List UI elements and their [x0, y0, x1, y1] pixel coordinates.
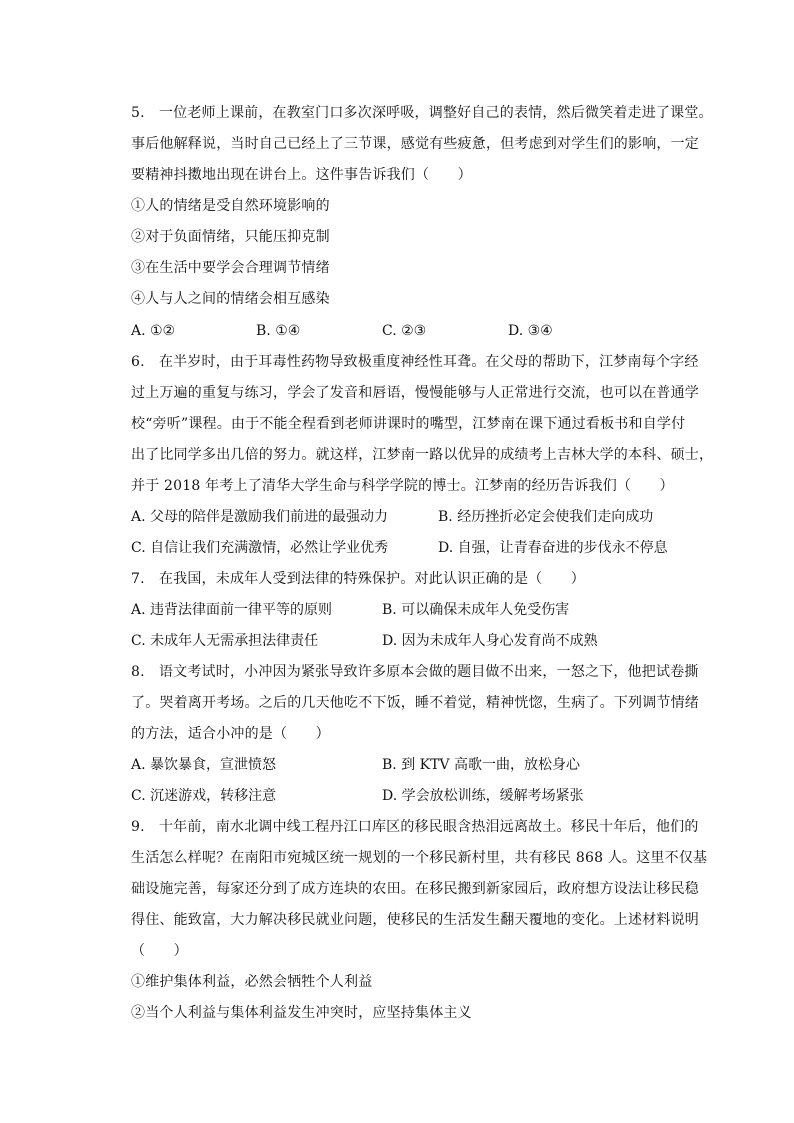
q8-option-a: A. 暴饮暴食，宣泄愤怒 [131, 757, 277, 773]
q5-line-3: 要精神抖擞地出现在讲台上。这件事告诉我们（ ） [131, 167, 472, 183]
q9-line-3: 础设施完善，每家还分到了成方连块的农田。在移民搬到新家园后，政府想方设法让移民稳 [131, 881, 699, 897]
q6-line-4: 出了比同学多出几倍的努力。就这样，江梦南一路以优异的成绩考上吉林大学的本科、硕士， [131, 447, 714, 463]
q7-option-c: C. 未成年人无需承担法律责任 [131, 633, 319, 649]
q6-line-1: 6. 在半岁时，由于耳毒性药物导致极重度神经性耳聋。在父母的帮助下，江梦南每个字经 [131, 354, 699, 370]
q6-option-d: D. 自强，让青春奋进的步伐永不停息 [438, 540, 668, 556]
q5-option-b: B. ①④ [256, 323, 301, 339]
q8-line-3: 的方法，适合小冲的是（ ） [131, 726, 330, 742]
q5-statement-4: ④人与人之间的情绪会相互感染 [131, 291, 330, 307]
q5-line-2: 事后他解释说，当时自己已经上了三节课，感觉有些疲惫，但考虑到对学生们的影响，一定 [131, 136, 699, 152]
q5-statement-2: ②对于负面情绪，只能压抑克制 [131, 229, 330, 245]
q9-statement-2: ②当个人利益与集体利益发生冲突时，应坚持集体主义 [131, 1005, 472, 1021]
q9-line-2: 生活怎么样呢？在南阳市宛城区统一规划的一个移民新村里，共有移民 868 人。这里不仅基 [131, 850, 708, 866]
q5-option-d: D. ③④ [508, 323, 553, 339]
q8-line-2: 了。哭着离开考场。之后的几天他吃不下饭，睡不着觉，精神恍惚，生病了。下列调节情绪 [131, 695, 699, 711]
q6-line-5: 并于 2018 年考上了清华大学生命与科学学院的博士。江梦南的经历告诉我们（ ） [131, 478, 674, 494]
q6-option-a: A. 父母的陪伴是激励我们前进的最强动力 [131, 509, 389, 525]
q5-option-c: C. ②③ [382, 323, 427, 339]
q8-option-c: C. 沉迷游戏，转移注意 [131, 788, 277, 804]
q8-line-1: 8. 语文考试时，小冲因为紧张导致许多原本会做的题目做不出来，一怒之下，他把试卷撕 [131, 664, 699, 680]
q7-option-a: A. 违背法律面前一律平等的原则 [131, 602, 333, 618]
q8-option-b: B. 到 KTV 高歌一曲，放松身心 [382, 757, 580, 773]
q7-option-b: B. 可以确保未成年人免受伤害 [382, 602, 570, 618]
q5-statement-3: ③在生活中要学会合理调节情绪 [131, 260, 330, 276]
q6-option-c: C. 自信让我们充满激情，必然让学业优秀 [131, 540, 389, 556]
q6-line-3: 校“旁听”课程。由于不能全程看到老师讲课时的嘴型，江梦南在课下通过看板书和自学付 [131, 416, 686, 432]
q9-line-1: 9. 十年前，南水北调中线工程丹江口库区的移民眼含热泪远离故土。移民十年后，他们的 [131, 819, 699, 835]
q6-line-2: 过上万遍的重复与练习，学会了发音和唇语，慢慢能够与人正常进行交流，也可以在普通学 [131, 385, 699, 401]
q5-statement-1: ①人的情绪是受自然环境影响的 [131, 198, 330, 214]
q5-line-1: 5. 一位老师上课前，在教室门口多次深呼吸，调整好自己的表情，然后微笑着走进了课堂。 [131, 105, 713, 121]
q9-statement-1: ①维护集体利益，必然会牺牲个人利益 [131, 974, 373, 990]
q6-option-b: B. 经历挫折必定会使我们走向成功 [438, 509, 654, 525]
q9-line-4: 得住、能致富，大力解决移民就业问题，使移民的生活发生翻天覆地的变化。上述材料说明 [131, 912, 699, 928]
q7-option-d: D. 因为未成年人身心发育尚不成熟 [382, 633, 598, 649]
q9-line-5: （ ） [131, 943, 188, 959]
q8-option-d: D. 学会放松训练，缓解考场紧张 [382, 788, 584, 804]
q5-option-a: A. ①② [131, 323, 176, 339]
q7-line-1: 7. 在我国，未成年人受到法律的特殊保护。对此认识正确的是（ ） [131, 571, 585, 587]
